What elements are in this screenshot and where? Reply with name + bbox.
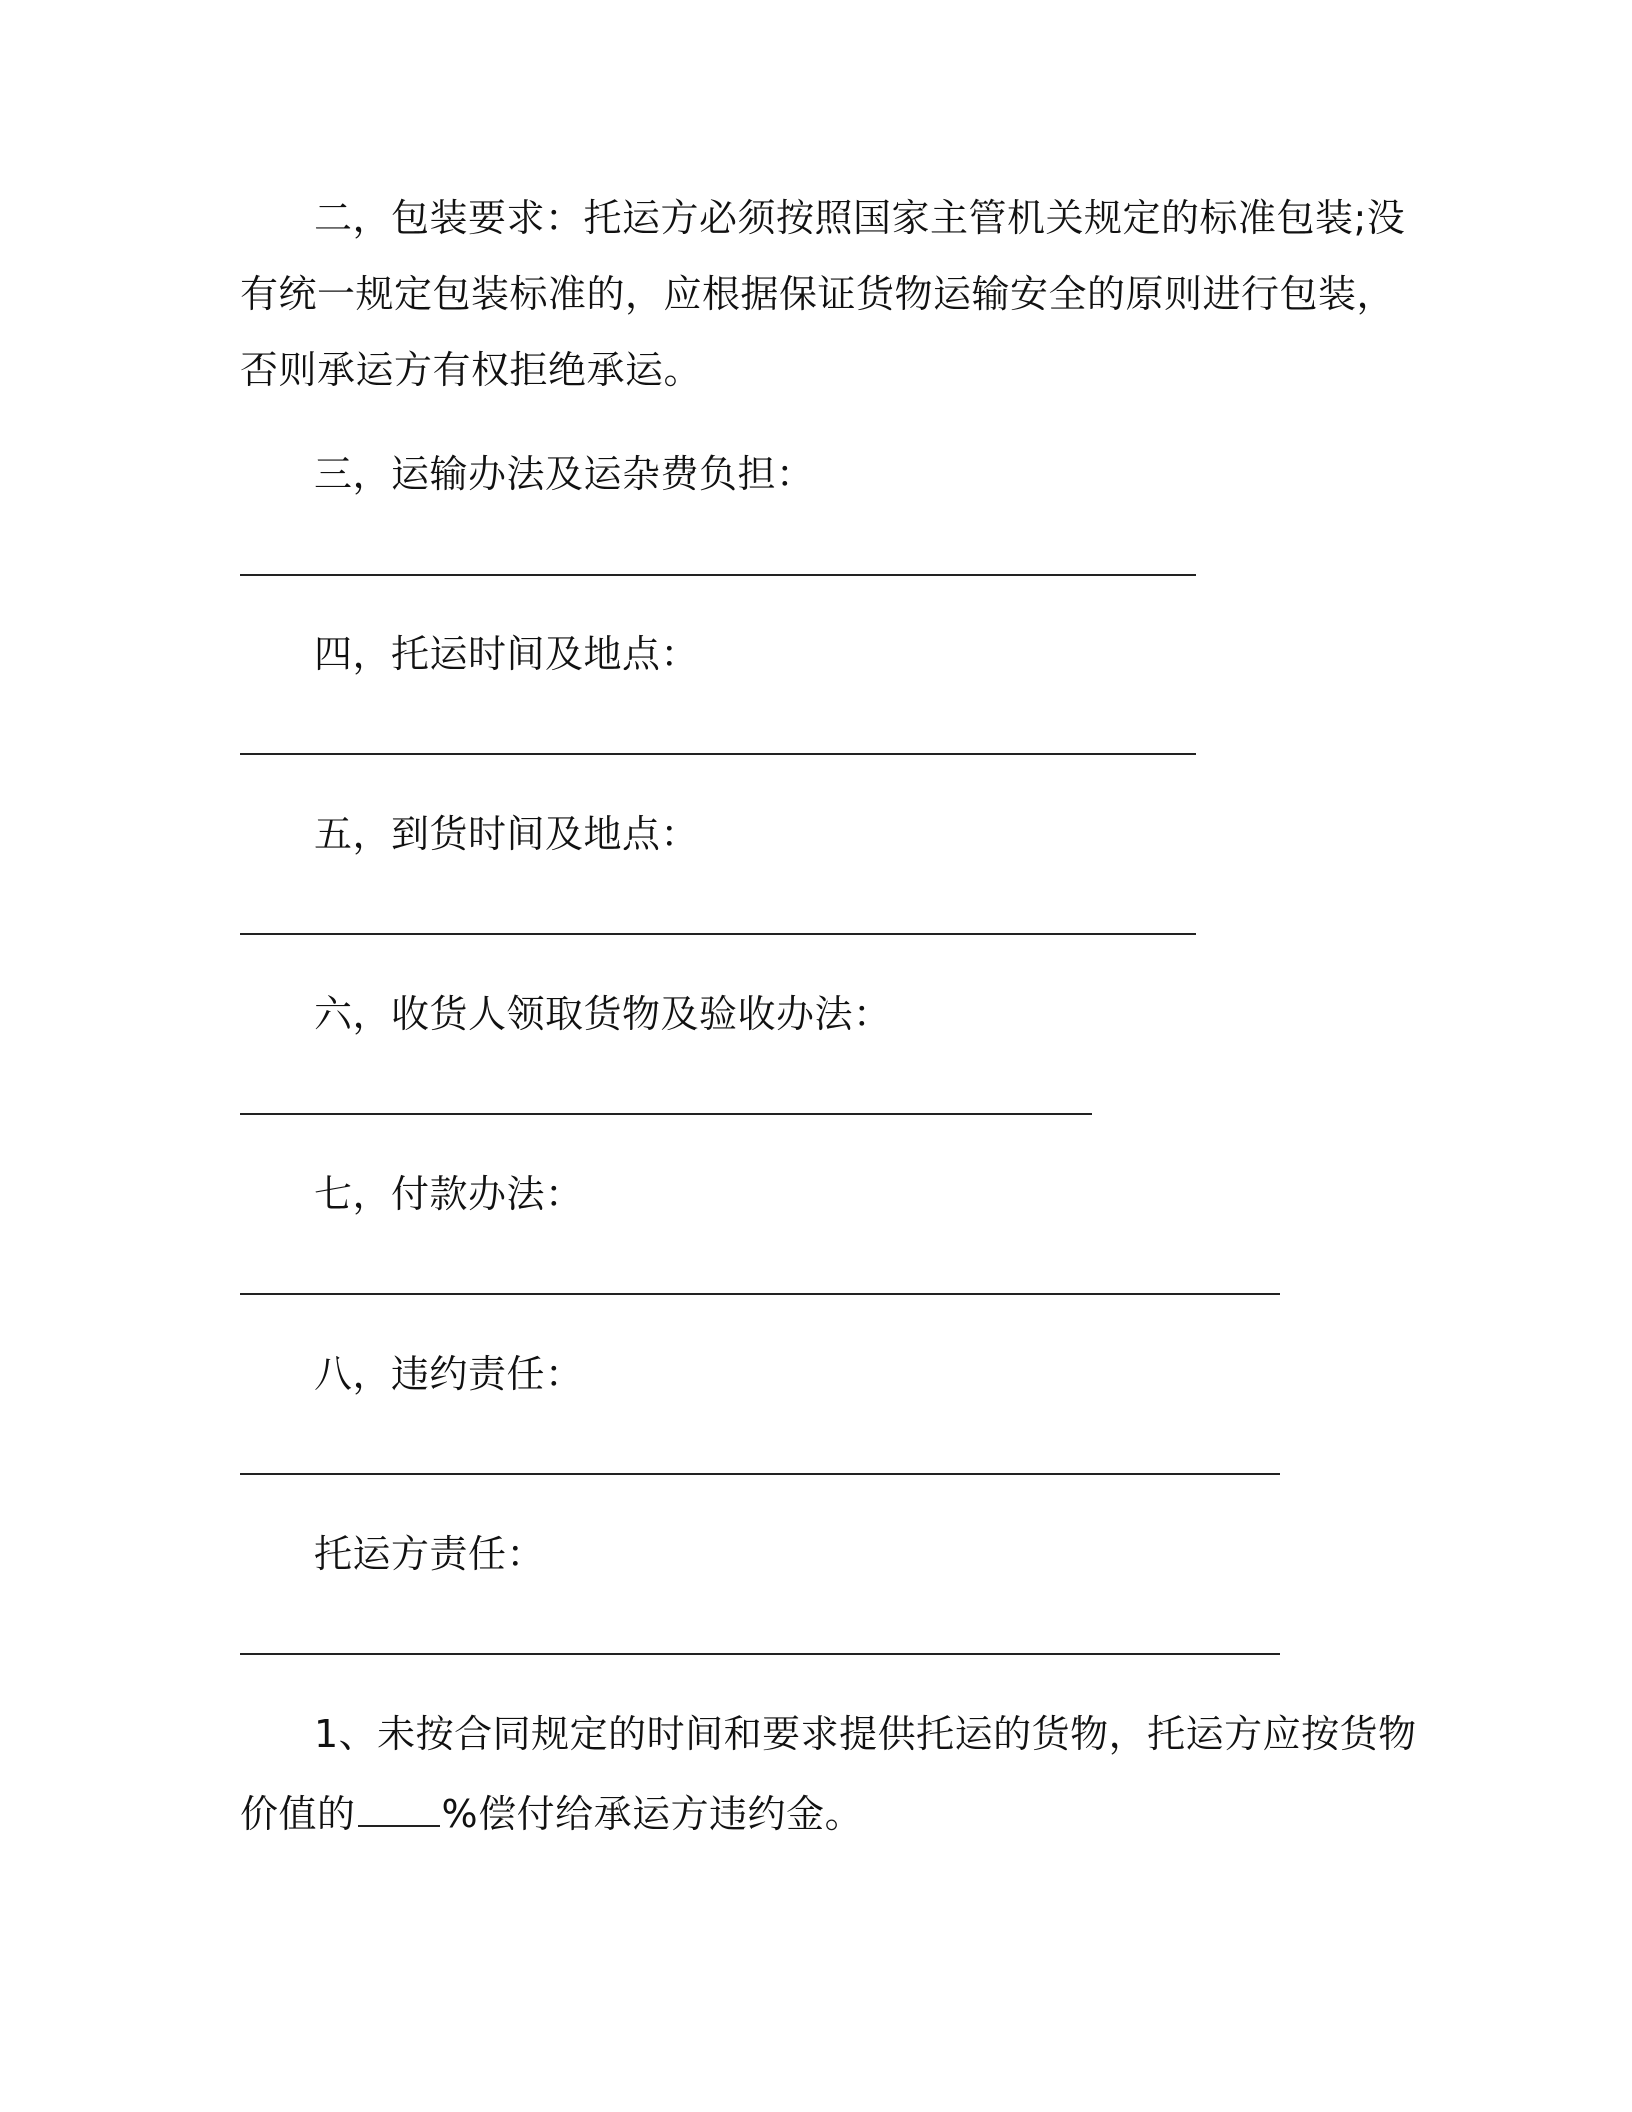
section5-blank-line — [240, 933, 1196, 935]
section2-line1: 二，包装要求：托运方必须按照国家主管机关规定的标准包装;没 — [314, 196, 1406, 240]
item1-line2 — [240, 1790, 863, 1838]
shipper-liability-heading: 托运方责任： — [314, 1532, 546, 1576]
section6-heading: 六，收货人领取货物及验收办法： — [314, 992, 892, 1036]
section8-blank-line — [240, 1473, 1280, 1475]
section8-heading: 八，违约责任： — [314, 1352, 584, 1396]
section4-blank-line — [240, 753, 1196, 755]
section7-blank-line — [240, 1293, 1280, 1295]
section3-blank-line — [240, 574, 1196, 576]
section3-heading: 三，运输办法及运杂费负担： — [314, 452, 815, 496]
section5-heading: 五，到货时间及地点： — [314, 812, 700, 856]
item1-line2-suffix: %偿付给承运方违约金。 — [441, 1792, 864, 1836]
section2-line3: 否则承运方有权拒绝承运。 — [240, 348, 703, 392]
percent-blank — [358, 1795, 440, 1827]
section4-heading: 四，托运时间及地点： — [314, 632, 700, 676]
section7-heading: 七，付款办法： — [314, 1172, 584, 1216]
item1-line2-prefix: 价值的 — [240, 1792, 356, 1836]
item1-line1: 1、未按合同规定的时间和要求提供托运的货物，托运方应按货物 — [314, 1712, 1417, 1756]
shipper-liability-blank-line — [240, 1653, 1280, 1655]
section2-line2: 有统一规定包装标准的，应根据保证货物运输安全的原则进行包装， — [240, 272, 1396, 316]
section6-blank-line — [240, 1113, 1092, 1115]
